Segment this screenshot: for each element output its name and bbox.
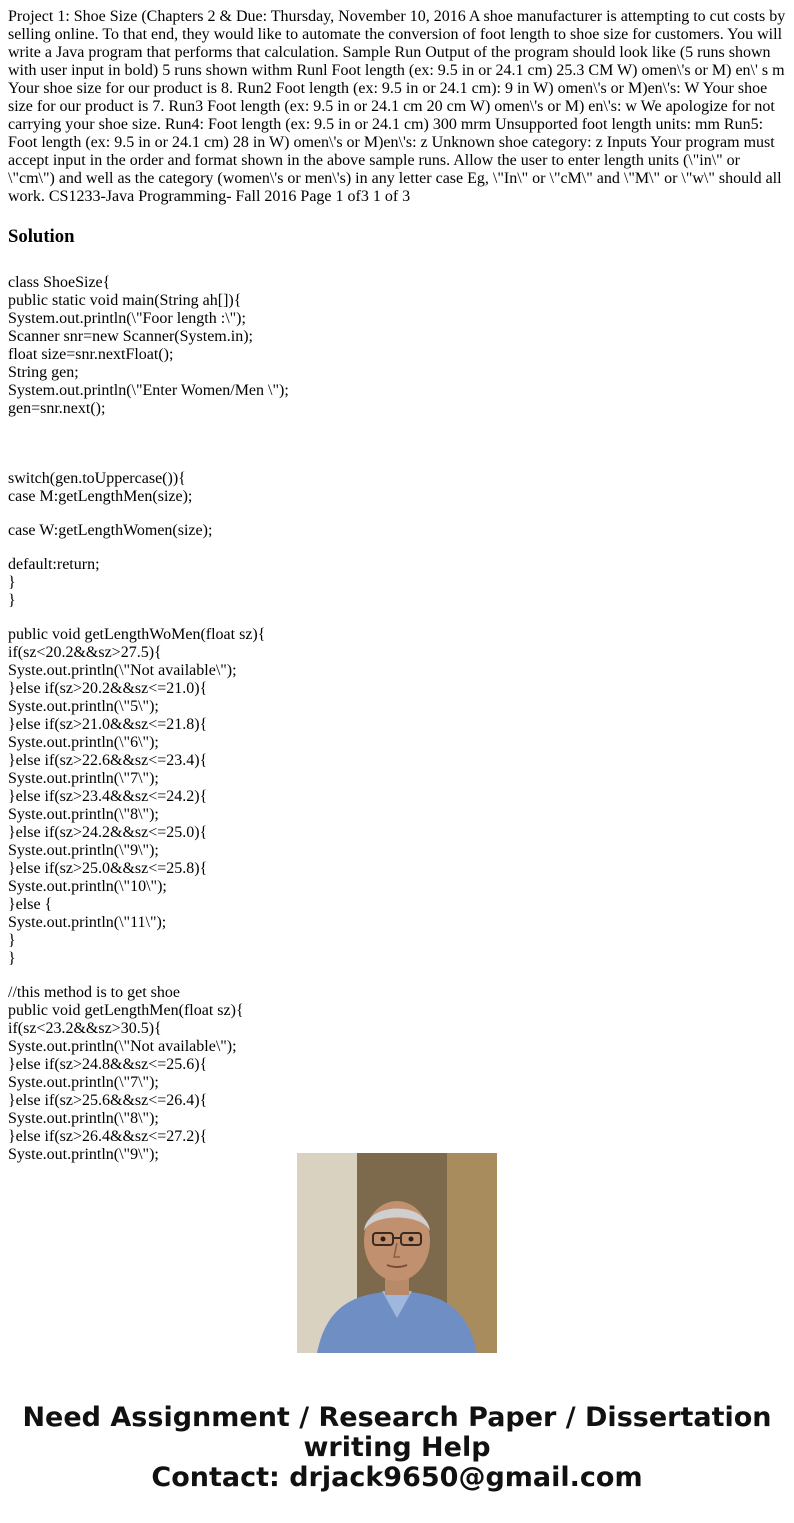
code-line: }else if(sz>23.4&&sz<=24.2){	[8, 788, 208, 805]
code-line: System.out.println(\"Enter Women/Men \");	[8, 382, 289, 399]
code-line: Syste.out.println(\"10\");	[8, 878, 167, 895]
code-line: String gen;	[8, 364, 79, 381]
code-line: gen=snr.next();	[8, 400, 106, 417]
code-block	[8, 556, 788, 610]
code-line	[8, 418, 788, 436]
code-block	[8, 984, 788, 1164]
code-line: float size=snr.nextFloat();	[8, 346, 174, 363]
code-line: }else if(sz>24.8&&sz<=25.6){	[8, 1056, 208, 1073]
code-line: }else if(sz>21.0&&sz<=21.8){	[8, 716, 208, 733]
code-line: }else if(sz>24.2&&sz<=25.0){	[8, 824, 208, 841]
code-line: }else if(sz>25.0&&sz<=25.8){	[8, 860, 208, 877]
code-line: public void getLengthMen(float sz){	[8, 1002, 244, 1019]
code-line: switch(gen.toUppercase()){	[8, 470, 186, 487]
code-line: class ShoeSize{	[8, 274, 111, 291]
code-line: public static void main(String ah[]){	[8, 292, 242, 309]
code-line: }else if(sz>26.4&&sz<=27.2){	[8, 1128, 208, 1145]
code-line: //this method is to get shoe	[8, 984, 180, 1001]
help-banner-line2: writing Help	[303, 1432, 491, 1463]
code-line: Syste.out.println(\"7\");	[8, 1074, 159, 1091]
code-line: if(sz<20.2&&sz>27.5){	[8, 644, 162, 661]
code-line: case W:getLengthWomen(size);	[8, 522, 213, 539]
code-line: Syste.out.println(\"9\");	[8, 1146, 159, 1163]
solution-heading: Solution	[8, 226, 75, 247]
code-line: default:return;	[8, 556, 100, 573]
code-line: if(sz<23.2&&sz>30.5){	[8, 1020, 162, 1037]
person-photo-icon	[297, 1153, 497, 1353]
help-banner-line1: Need Assignment / Research Paper / Dissertation	[22, 1402, 772, 1433]
code-line: }else if(sz>20.2&&sz<=21.0){	[8, 680, 208, 697]
code-line: Syste.out.println(\"6\");	[8, 734, 159, 751]
code-line: }	[8, 932, 16, 949]
code-line: public void getLengthWoMen(float sz){	[8, 626, 266, 643]
question-text: Project 1: Shoe Size (Chapters 2 & Due: Thursday, November 10, 2016 A shoe manufacturer is attempting to cut costs by selling online. To that end, they would like to automate the conversion of foot length to shoe size for customers. You will write a Java program that performs that calculation. Sample Run Output of the program should look like (5 runs shown with user input in bold) 5 runs shown withm Runl Foot length (ex: 9.5 in or 24.1 cm) 25.3 CM W) omen\'s or M) en\' s m Your shoe size for our product is 8. Run2 Foot length (ex: 9.5 in or 24.1 cm): 9 in W) omen\'s or M)en\'s: W Your shoe size for our product is 7. Run3 Foot length (ex: 9.5 in or 24.1 cm 20 cm W) omen\'s or M) en\'s: w We apologize for not carrying your shoe size. Run4: Foot length (ex: 9.5 in or 24.1 cm) 300 mrm Unsupported foot length units: mm Run5: Foot length (ex: 9.5 in or 24.1 cm) 28 in W) omen\'s or M)en\'s: z Unknown shoe category: z Inputs Your program must accept input in the order and format shown in the above sample runs. Allow the user to enter length units (\"in\" or \"cm\") and well as the category (women\'s or men\'s) in any letter case Eg, \"In\" or \"cM\" and \"M\" or \"w\" should all work. CS1233-Java Programming- Fall 2016 Page 1 of3 1 of 3	[8, 8, 786, 205]
help-banner	[0, 1403, 794, 1493]
code-line: }else if(sz>25.6&&sz<=26.4){	[8, 1092, 208, 1109]
code-line: Syste.out.println(\"8\");	[8, 806, 159, 823]
code-block	[8, 522, 788, 540]
code-line: Syste.out.println(\"Not available\");	[8, 1038, 237, 1055]
code-line	[8, 436, 788, 454]
code-line: System.out.println(\"Foor length :\");	[8, 310, 246, 327]
code-line: }else {	[8, 896, 53, 913]
code-block	[8, 274, 788, 454]
code-line: case M:getLengthMen(size);	[8, 488, 193, 505]
author-avatar	[297, 1153, 497, 1353]
solution-code	[8, 274, 788, 1163]
code-line: Syste.out.println(\"11\");	[8, 914, 167, 931]
code-line: Syste.out.println(\"7\");	[8, 770, 159, 787]
code-block	[8, 470, 788, 506]
code-line: }else if(sz>22.6&&sz<=23.4){	[8, 752, 208, 769]
code-line: Syste.out.println(\"Not available\");	[8, 662, 237, 679]
code-line: }	[8, 950, 16, 967]
code-line: Scanner snr=new Scanner(System.in);	[8, 328, 253, 345]
help-banner-contact: Contact: drjack9650@gmail.com	[151, 1462, 643, 1493]
code-line: }	[8, 592, 16, 609]
code-block	[8, 626, 788, 968]
code-line: Syste.out.println(\"9\");	[8, 842, 159, 859]
code-line: }	[8, 574, 16, 591]
code-line: Syste.out.println(\"8\");	[8, 1110, 159, 1127]
code-line: Syste.out.println(\"5\");	[8, 698, 159, 715]
